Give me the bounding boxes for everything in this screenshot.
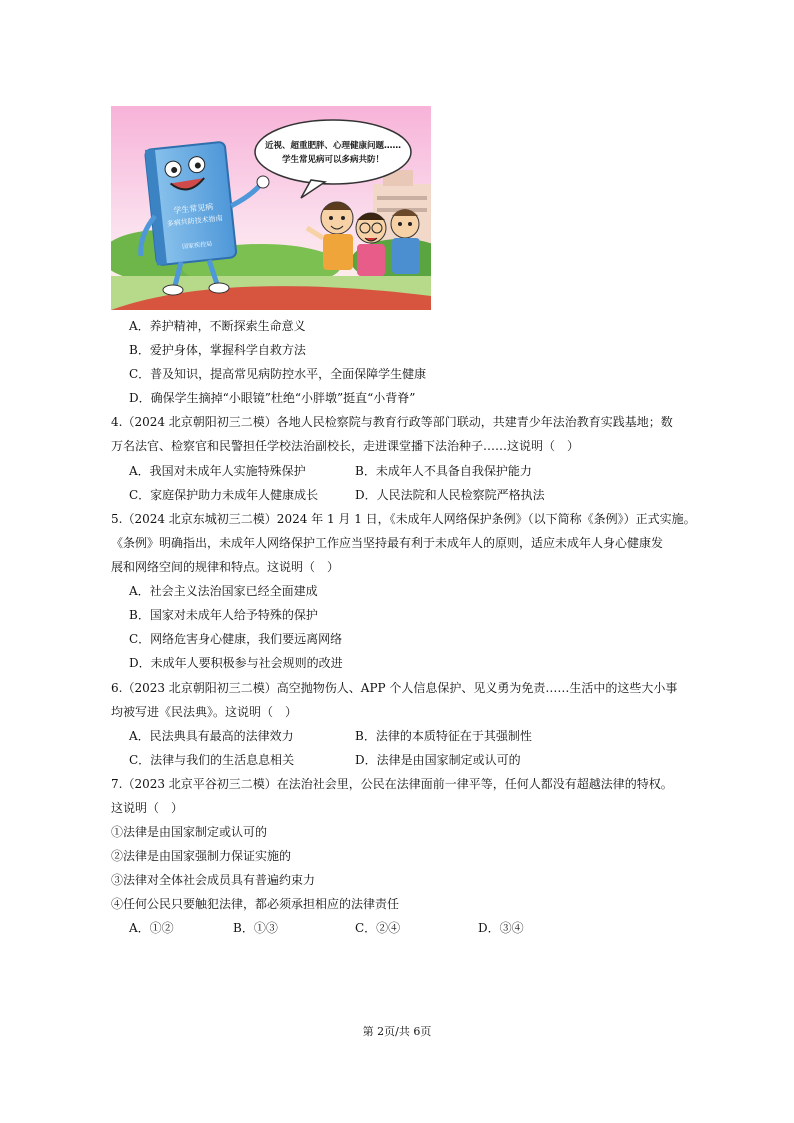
book-publisher: 国家疾控局 [181,240,213,251]
q5-stem-line3: 展和网络空间的规律和特点。这说明（ ） [111,560,340,574]
q6-option-c: C．法律与我们的生活息息相关 [129,753,295,767]
q7-statement-2: ②法律是由国家强制力保证实施的 [111,849,292,863]
q5-option-a: A．社会主义法治国家已经全面建成 [129,584,318,598]
page-footer: 第 2页/共 6页 [362,1025,432,1038]
q6-option-b: B．法律的本质特征在于其强制性 [355,729,532,743]
q4-stem-line1: 4.（2024 北京朝阳初三二模）各地人民检察院与教育行政等部门联动，共建青少年法治教育实践基地；数 [111,415,673,429]
q5-stem-line1: 5.（2024 北京东城初三二模）2024 年 1 月 1 日，《未成年人网络保护条例》（以下简称《条例》）正式实施。 [111,512,696,526]
q7-option-c: C．②④ [355,921,401,935]
health-poster-illustration [111,106,431,310]
q6-stem-line1: 6.（2023 北京朝阳初三二模）高空抛物伤人、APP 个人信息保护、见义勇为免责……生活中的这些大小事 [111,681,678,695]
q4-option-a: A．我国对未成年人实施特殊保护 [129,464,306,478]
q6-stem-line2: 均被写进《民法典》。这说明（ ） [111,705,298,719]
q7-statement-1: ①法律是由国家制定或认可的 [111,825,268,839]
student-3 [391,209,420,274]
q7-option-b: B．①③ [233,921,278,935]
q4-option-c: C．家庭保护助力未成年人健康成长 [129,488,319,502]
q3-option-b: B．爱护身体，掌握科学自救方法 [129,343,306,357]
q4-option-b: B．未成年人不具备自我保护能力 [355,464,532,478]
q4-option-d: D．人民法院和人民检察院严格执法 [355,488,545,502]
book-title-line2: 多病共防技术指南 [166,214,223,229]
q5-option-c: C．网络危害身心健康，我们要远离网络 [129,632,343,646]
q6-option-a: A．民法典具有最高的法律效力 [129,729,294,743]
q5-option-b: B．国家对未成年人给予特殊的保护 [129,608,318,622]
q5-option-d: D．未成年人要积极参与社会规则的改进 [129,656,343,670]
q4-stem-line2: 万名法官、检察官和民警担任学校法治副校长，走进课堂播下法治种子……这说明（ ） [111,439,580,453]
q7-stem-line2: 这说明（ ） [111,801,184,815]
q3-option-a: A．养护精神，不断探索生命意义 [129,319,306,333]
book-title-line1: 学生常见病 [172,202,214,216]
cartoon-image [111,106,431,310]
q7-option-d: D．③④ [478,921,524,935]
q3-option-d: D．确保学生摘掉“小眼镜”杜绝“小胖墩”挺直“小背脊” [129,391,416,405]
speech-line1: 近视、超重肥胖、心理健康问题…… [264,141,402,151]
q7-option-a: A．①② [129,921,174,935]
q3-option-c: C．普及知识，提高常见病防控水平，全面保障学生健康 [129,367,427,381]
q5-stem-line2: 《条例》明确指出，未成年人网络保护工作应当坚持最有利于未成年人的原则，适应未成年人身心健康发 [111,536,664,550]
q7-stem-line1: 7.（2023 北京平谷初三二模）在法治社会里，公民在法律面前一律平等，任何人都没有超越法律的特权。 [111,777,673,791]
q7-statement-3: ③法律对全体社会成员具有普遍约束力 [111,873,316,887]
speech-line2: 学生常见病可以多病共防！ [281,155,385,165]
q7-statement-4: ④任何公民只要触犯法律，都必须承担相应的法律责任 [111,897,400,911]
student-2 [356,213,386,276]
q6-option-d: D．法律是由国家制定或认可的 [355,753,521,767]
